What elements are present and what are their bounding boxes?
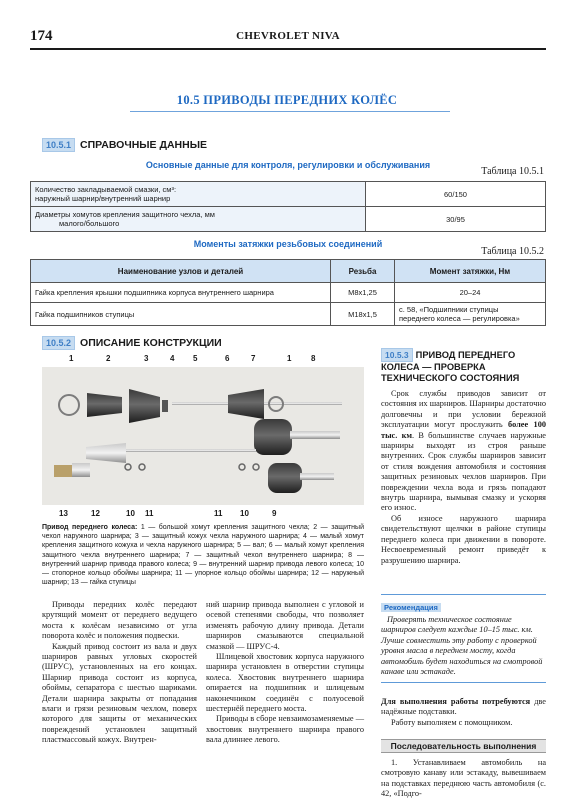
callout-number: 10 (126, 509, 135, 518)
param-line: наружный шарнир/внутренний шарнир (35, 194, 171, 203)
table-cell-value: 30/95 (366, 207, 546, 232)
paragraph: Шлицевой хвостовик корпуса наружного шарнира установлен в отверстии ступицы колеса. Хвостовик внутреннего шарнира опирается на подшипник и шлицевым наконечником соединён с полуосевой шестернёй переднего моста. (206, 652, 364, 714)
table-cell-value: 60/150 (366, 182, 546, 207)
column-header: Момент затяжки, Нм (395, 260, 546, 283)
procedure-step: 1. Устанавливаем автомобиль на смотровую канаву или эстакаду, вывешиваем на подставках переднюю часть автомобиля (с. 42, «Подго- (381, 758, 546, 799)
table1-label: Таблица 10.5.1 (481, 166, 544, 177)
table-row (31, 303, 546, 326)
table-cell-name: Гайка крепления крышки подшипника корпуса внутреннего шарнира (31, 283, 331, 303)
caption-text: 1 — большой хомут крепления защитного чехла; 2 — защитный чехол наружного шарнира; 3 — защитный кожух чехла наружного шарнира; 4 — малый хомут крепления защитного кожуха и чехла наружного шарнира; 5 — вал; 6 — малый хомут крепления защитного чехла внутреннего шарнира; 7 — защитный чехол внутреннего шарнира; 8 — внутренний шарнир привода правого колеса; 9 — внутренний шарнир привода левого колеса; 10 — стопорное кольцо обоймы шарнира; 11 — упорное кольцо обоймы шарнира; 12 — наружный шарнир; 13 — гайка ступицы (42, 524, 364, 587)
column-header: Резьба (331, 260, 395, 283)
recommendation-box (381, 594, 546, 683)
column-header: Наименование узлов и деталей (31, 260, 331, 283)
callout-number: 11 (145, 509, 154, 518)
table-row (31, 283, 546, 303)
table-header-row (31, 260, 546, 283)
boot-outer (87, 393, 122, 417)
torque-table (30, 259, 546, 326)
procedure-heading: Последовательность выполнения (381, 739, 546, 753)
callout-number: 7 (251, 354, 256, 363)
callout-number: 12 (91, 509, 100, 518)
photo-caption (42, 523, 364, 587)
param-line: Диаметры хомутов крепления защитного чехла, мм (35, 210, 215, 219)
section-title: ПРИВОД ПЕРЕДНЕГО КОЛЕСА — ПРОВЕРКА ТЕХНИЧЕСКОГО СОСТОЯНИЯ (381, 350, 520, 383)
callout-number: 11 (214, 509, 223, 518)
chapter-rule (130, 111, 450, 112)
paragraph: Каждый привод состоит из вала и двух шарниров равных угловых скоростей (ШРУС), установленных на его концах. Шарнир привода состоит из корпуса, обоймы, сепаратора с шестью шариками. Детали шарнира закрыты от попадания влаги и грязи резиновым чехлом, поверх которого для защиты от механических повреждений установлен защитный пластмассовый кожух. Внутрен- (42, 641, 197, 745)
recommendation-title: Рекомендация (381, 603, 441, 612)
section-heading-design (42, 336, 222, 350)
param-line: Количество закладываемой смазки, см³: (35, 185, 177, 194)
torque-line: с. 58, «Подшипники ступицы (399, 305, 499, 314)
body-column-middle (206, 600, 364, 746)
section-number-badge: 10.5.3 (381, 348, 413, 362)
paragraph: Об износе наружного шарнира свидетельствуют щелчки в районе ступицы переднего колеса при движении в повороте. Несвоевременный ремонт приведёт к разрушению шарнира. (381, 513, 546, 565)
page-header (30, 28, 546, 50)
table-cell-torque (395, 303, 546, 326)
callout-number: 8 (311, 354, 316, 363)
paragraph: Приводы в сборе невзаимозаменяемые — хвостовик внутреннего шарнира правого вала длиннее левого. (206, 714, 364, 745)
paragraph (381, 389, 546, 514)
callout-number: 4 (170, 354, 175, 363)
procedure-steps (381, 758, 546, 800)
table1-heading: Основные данные для контроля, регулировки и обслуживания (145, 160, 431, 170)
callout-number: 2 (106, 354, 111, 363)
callout-number: 10 (240, 509, 249, 518)
paragraph: Работу выполняем с помощником. (391, 717, 513, 727)
paragraph: Приводы передних колёс передают крутящий момент от переднего ведущего моста к колёсам независимо от угла поворота колёс и положения подвески. (42, 600, 197, 641)
callout-number: 13 (59, 509, 68, 518)
table2-heading: Моменты затяжки резьбовых соединений (193, 239, 383, 249)
hub-nut (54, 465, 72, 477)
emphasis-text: более 100 тыс. км (381, 420, 546, 440)
chapter-title: 10.5 ПРИВОДЫ ПЕРЕДНИХ КОЛЁС (176, 93, 398, 107)
caption-title: Привод переднего колеса: (42, 524, 138, 531)
table-row (31, 182, 546, 207)
running-title: CHEVROLET NIVA (236, 30, 340, 42)
table-cell-torque: 20–24 (395, 283, 546, 303)
section-title: СПРАВОЧНЫЕ ДАННЫЕ (80, 139, 207, 151)
callout-number: 1 (287, 354, 292, 363)
drive-shaft-photo (42, 367, 364, 505)
table-cell-thread: М8х1,25 (331, 283, 395, 303)
callout-number: 3 (144, 354, 149, 363)
table-cell-thread: М18х1,5 (331, 303, 395, 326)
emphasis-text: Для выполнения работы потребуются (381, 697, 531, 706)
paragraph: ний шарнир привода выполнен с угловой и осевой степенями свободы, что позволяет изменять рабочую длину привода. Детали шарниров смазываются специальной смазкой — ШРУС-4. (206, 600, 364, 651)
section-heading-reference (42, 138, 207, 152)
table-row (31, 207, 546, 232)
table-cell-param (31, 182, 366, 207)
text-run: две надёжные подставки. (381, 697, 546, 717)
table-cell-name: Гайка подшипников ступицы (31, 303, 331, 326)
work-prep (381, 697, 546, 728)
callout-number: 6 (225, 354, 230, 363)
inner-joint-right (254, 419, 292, 455)
body-column-right (381, 389, 546, 566)
callout-number: 1 (69, 354, 74, 363)
torque-line: переднего колеса — регулировка» (399, 314, 520, 323)
callout-number: 5 (193, 354, 198, 363)
reference-data-table (30, 181, 546, 232)
inner-joint-left (268, 463, 302, 493)
text-run: . В большинстве случаев наружные шарниры выходят из строя раньше внутренних. Срок службы шарниров зависит от стиля вождения автомобиля и состояния защитных резиновых чехлов шарниров. При повреждении чехла вода и грязь попадают внутрь шарнира, вымывая смазку и ускоряя его износ. (381, 430, 546, 513)
body-column-left (42, 600, 197, 746)
param-line: малого/большого (59, 219, 120, 228)
callout-number: 9 (272, 509, 277, 518)
section-heading-check (381, 350, 546, 385)
drive-shaft-illustration (42, 367, 364, 505)
table2-label: Таблица 10.5.2 (481, 246, 544, 257)
page-number: 174 (30, 28, 53, 44)
section-number-badge: 10.5.2 (42, 336, 75, 350)
paragraph (381, 697, 546, 718)
table-cell-param (31, 207, 366, 232)
text-run: Срок службы приводов зависит от состояния их шарниров. Шарниры достаточно долговечны и при условии бережной эксплуатации могут прослужить (381, 389, 546, 430)
section-number-badge: 10.5.1 (42, 138, 75, 152)
section-title: ОПИСАНИЕ КОНСТРУКЦИИ (80, 337, 222, 349)
recommendation-text: Проверять техническое состояние шарниров следует каждые 10–15 тыс. км. Лучше совместить эту работу с проверкой уровня масла в переднем мосту, когда автомобиль будет находиться на смотровой канаве или эстакаде. (381, 615, 543, 677)
